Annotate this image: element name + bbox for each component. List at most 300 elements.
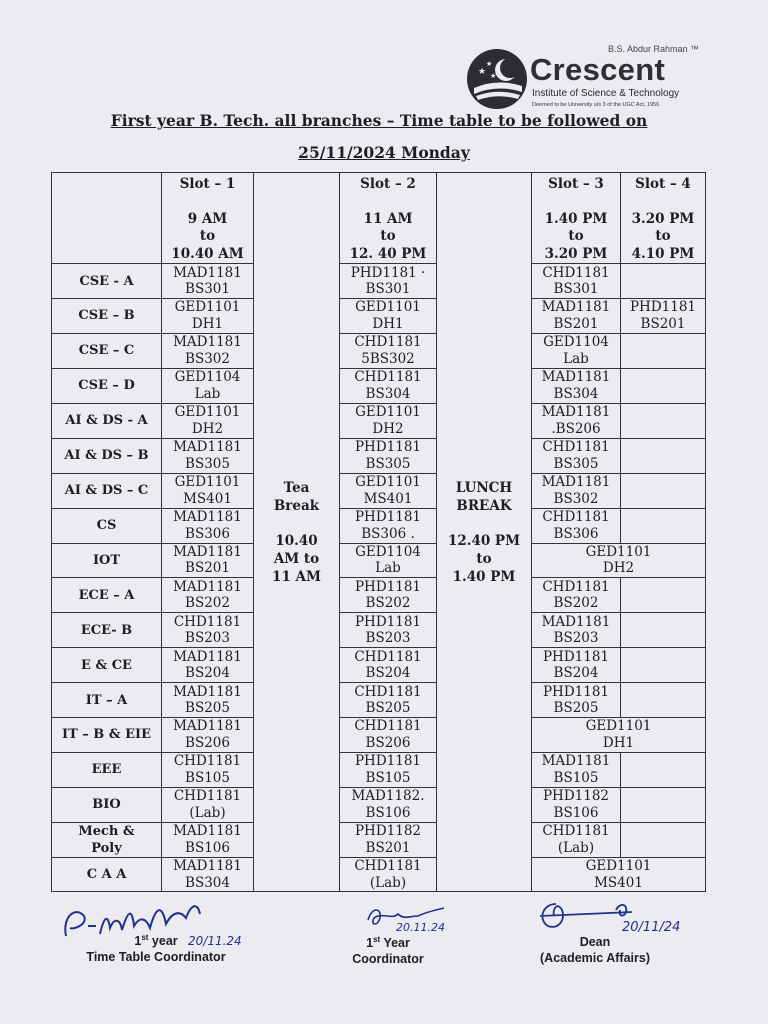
slot2-line: BS201: [365, 839, 411, 856]
slot2-cell: [340, 508, 437, 543]
slot1-line: Lab: [194, 385, 221, 402]
slot1-cell: [162, 438, 254, 473]
slot1-cell: [162, 508, 254, 543]
lunch-break-line: 12.40 PM: [447, 532, 521, 549]
table-row: [52, 578, 706, 613]
slot2-cell: [340, 718, 437, 753]
signature-first-year-coordinator: [318, 932, 458, 967]
slot1-line: MAD1181: [173, 683, 242, 700]
slot1-line: BS304: [185, 874, 230, 891]
slot1-line: BS306: [185, 525, 230, 542]
slot4-time-line: 4.10 PM: [631, 245, 695, 262]
slot3-line: CHD1181: [542, 439, 610, 456]
table-row: [52, 543, 706, 578]
slot2-line: GED1104: [355, 543, 421, 560]
signature-middle-date: 20.11.24: [396, 921, 445, 934]
slot2-line: CHD1181: [354, 648, 422, 665]
header-slot3: [532, 173, 621, 264]
slot3-cell: [532, 333, 621, 368]
slot2-cell: [340, 752, 437, 787]
slot4-cell: [621, 368, 706, 403]
document-date: 25/11/2024 Monday: [298, 143, 470, 162]
lunch-break-line: to: [476, 550, 492, 567]
branch-line: C A A: [86, 867, 127, 883]
slot2-line: BS203: [365, 630, 411, 647]
slot1-line: BS301: [185, 281, 230, 297]
slot3-cell: [532, 787, 621, 822]
slot4-line: [621, 753, 705, 770]
slot2-line: CHD1181: [354, 334, 422, 351]
slot4-cell: [621, 822, 706, 857]
slot4-cell: [621, 508, 706, 543]
signature-time-table-coordinator: [66, 930, 246, 965]
slot4-cell: [621, 683, 706, 718]
header-corner-cell: [52, 173, 162, 264]
slot1-line: (Lab): [189, 804, 226, 821]
slot3-line: MAD1181: [541, 369, 611, 386]
slot4-cell: [621, 578, 706, 613]
lunch-break-line: [437, 515, 531, 532]
slot2-line: Lab: [375, 560, 401, 577]
slot3-cell: [532, 683, 621, 718]
slot4-line: [621, 805, 705, 822]
slot3-line: Lab: [563, 350, 589, 367]
slot4-line: [621, 351, 705, 368]
slot4-line: BS201: [640, 315, 686, 332]
slot1-line: MAD1181: [173, 334, 242, 351]
slot2-cell: [340, 578, 437, 613]
slot3-line: CHD1181: [542, 509, 610, 526]
slot1-line: MAD1181: [173, 264, 242, 281]
slot1-line: BS201: [185, 560, 230, 577]
slot4-line: [621, 404, 705, 421]
branch-line: ECE – A: [78, 587, 135, 603]
slot2-cell: [340, 403, 437, 438]
slot3-line: MAD1181: [541, 474, 611, 491]
slot1-cell: [162, 822, 254, 857]
slot1-line: MAD1181: [173, 648, 242, 665]
slot2-time-line: to: [380, 228, 396, 244]
slot1-cell: [162, 718, 254, 753]
branch-line: AI & DS – B: [64, 448, 149, 464]
branch-line: CSE - A: [79, 273, 134, 289]
svg-text:★: ★: [490, 72, 497, 80]
slot2-line: CHD1181: [354, 369, 422, 386]
slot3-cell: [532, 299, 621, 334]
slot4-line: [621, 683, 705, 700]
slot1-line: DH1: [191, 315, 224, 332]
branch-cell: [52, 368, 162, 403]
table-row: [52, 508, 706, 543]
slot2-line: MS401: [363, 490, 413, 507]
slot3-line: MAD1181: [541, 404, 611, 421]
slot2-line: BS204: [365, 665, 411, 682]
document-title: First year B. Tech. all branches – Time table to be followed on: [110, 111, 648, 130]
slot1-cell: [162, 787, 254, 822]
branch-line: CSE – D: [78, 378, 135, 394]
signature-right-role: (Academic Affairs): [540, 951, 650, 965]
slot3-line: BS301: [553, 281, 599, 297]
slot2-cell: [340, 473, 437, 508]
tea-break-line: Tea: [283, 479, 310, 496]
logo-deemed-text: Deemed to be University u/s 3 of the UGC Act, 1956: [532, 102, 660, 108]
slot2-cell: [340, 333, 437, 368]
slot3-cell: [532, 368, 621, 403]
slot3-line: BS106: [553, 804, 599, 821]
branch-cell: [52, 613, 162, 648]
tea-break-line: Break: [273, 497, 320, 514]
signature-right-line1: Dean: [579, 935, 611, 949]
slot3-line: PHD1181: [542, 683, 610, 700]
table-row: [52, 473, 706, 508]
branch-line: E & CE: [81, 657, 132, 673]
slot2-time-line: 11 AM: [363, 210, 413, 227]
branch-cell: [52, 857, 162, 892]
slot3-line: CHD1181: [542, 578, 610, 595]
slot2-line: DH2: [372, 420, 404, 437]
slot1-line: MAD1181: [173, 718, 242, 735]
logo-name: Crescent: [530, 52, 666, 87]
slot3-line: BS304: [553, 385, 599, 402]
slot1-cell: [162, 578, 254, 613]
slot1-line: GED1101: [174, 299, 241, 316]
slot3-line: GED1104: [543, 334, 609, 351]
table-row: [52, 613, 706, 648]
slot3-4-merged-cell: [532, 718, 706, 753]
slot3-4-line: GED1101: [585, 858, 652, 875]
slot2-line: BS202: [365, 595, 411, 612]
slot1-time-line: to: [199, 228, 216, 244]
header-slot2: [340, 173, 437, 264]
slot3-4-merged-cell: [532, 857, 706, 892]
slot1-line: DH2: [191, 420, 224, 437]
header-row: [52, 173, 706, 264]
signature-left-role: Time Table Coordinator: [86, 950, 226, 965]
tea-break-line: 11 AM: [272, 568, 321, 585]
branch-line: CS: [96, 518, 117, 534]
branch-cell: [52, 648, 162, 683]
slot1-cell: [162, 299, 254, 334]
slot1-line: GED1101: [174, 404, 241, 421]
lunch-break-cell: [437, 173, 532, 892]
slot1-line: MAD1181: [173, 439, 242, 456]
tea-break-cell: [254, 173, 340, 892]
branch-cell: [52, 578, 162, 613]
slot3-time-line: 3.20 PM: [544, 245, 608, 262]
header-slot1: [162, 173, 254, 264]
slot2-name: Slot – 2: [360, 176, 416, 192]
svg-text:★: ★: [486, 60, 493, 68]
timetable: [51, 172, 706, 892]
slot1-line: MS401: [183, 490, 232, 507]
slot2-line: BS105: [365, 769, 411, 786]
slot4-line: [621, 613, 705, 630]
slot1-cell: [162, 648, 254, 683]
slot2-line: CHD1181: [354, 718, 422, 735]
slot3-4-line: GED1101: [585, 543, 652, 560]
slot2-cell: [340, 543, 437, 578]
slot4-time-line: 3.20 PM: [631, 210, 695, 227]
slot4-line: [621, 665, 705, 682]
branch-cell: [52, 299, 162, 334]
branch-line: EEE: [91, 762, 122, 778]
slot3-line: BS205: [553, 700, 599, 717]
slot1-line: BS202: [185, 595, 230, 612]
slot2-cell: [340, 299, 437, 334]
slot3-line: (Lab): [557, 839, 595, 856]
slot4-line: [621, 491, 705, 508]
slot2-line: PHD1181: [354, 578, 422, 595]
slot4-line: [621, 578, 705, 595]
branch-line: IT – B & EIE: [62, 727, 151, 743]
slot2-line: PHD1181 ·: [350, 264, 426, 281]
header-slot4: [621, 173, 706, 264]
slot3-line: BS202: [553, 595, 599, 612]
slot1-line: BS204: [185, 665, 230, 682]
slot1-line: MAD1181: [173, 509, 242, 526]
slot3-name: Slot – 3: [548, 176, 604, 192]
slot3-cell: [532, 578, 621, 613]
slot2-cell: [340, 613, 437, 648]
branch-cell: [52, 683, 162, 718]
slot1-line: CHD1181: [173, 753, 242, 770]
slot3-4-line: MS401: [594, 874, 643, 891]
branch-line: CSE – B: [78, 308, 135, 324]
slot3-cell: [532, 648, 621, 683]
logo-subtitle: Institute of Science & Technology: [532, 88, 680, 99]
slot3-line: MAD1181: [541, 299, 611, 316]
slot1-line: MAD1181: [173, 858, 242, 875]
slot2-line: BS206: [365, 734, 411, 751]
slot3-time-line: to: [568, 228, 584, 244]
branch-line: AI & DS – C: [64, 483, 149, 499]
branch-cell: [52, 752, 162, 787]
table-row: [52, 718, 706, 753]
slot4-line: [621, 281, 705, 298]
branch-cell: [52, 543, 162, 578]
slot2-cell: [340, 648, 437, 683]
slot2-cell: [340, 368, 437, 403]
slot1-cell: [162, 543, 254, 578]
slot2-time-line: 12. 40 PM: [349, 245, 427, 262]
slot3-line: BS306: [553, 525, 599, 542]
branch-cell: [52, 403, 162, 438]
tea-break-line: [254, 515, 339, 532]
slot1-line: MAD1181: [173, 578, 242, 595]
slot4-time-line: to: [655, 228, 671, 244]
slot4-cell: [621, 648, 706, 683]
slot4-line: [621, 823, 705, 840]
slot4-line: [621, 369, 705, 386]
slot2-line: PHD1182: [354, 823, 422, 840]
slot4-cell: [621, 473, 706, 508]
tea-break-line: 10.40: [275, 532, 318, 549]
slot1-line: BS206: [185, 734, 230, 751]
svg-text:★: ★: [478, 67, 487, 77]
branch-cell: [52, 333, 162, 368]
slot2-line: BS304: [365, 385, 411, 402]
slot4-line: [621, 526, 705, 543]
branch-line: Mech &: [78, 823, 135, 839]
slot2-line: CHD1181: [354, 683, 422, 700]
slot4-line: [621, 840, 705, 857]
slot2-cell: [340, 264, 437, 299]
branch-cell: [52, 718, 162, 753]
slot4-line: [621, 630, 705, 647]
table-row: [52, 264, 706, 299]
slot4-cell: [621, 438, 706, 473]
slot2-line: GED1101: [355, 404, 421, 421]
branch-cell: [52, 473, 162, 508]
slot2-cell: [340, 822, 437, 857]
slot4-cell: [621, 264, 706, 299]
slot2-line: BS301: [365, 281, 411, 297]
branch-cell: [52, 264, 162, 299]
branch-line: AI & DS - A: [65, 413, 148, 429]
branch-line: Poly: [91, 840, 122, 856]
branch-line: ECE- B: [80, 622, 133, 638]
slot3-cell: [532, 264, 621, 299]
slot4-line: [621, 648, 705, 665]
slot1-line: CHD1181: [173, 788, 242, 805]
slot2-line: GED1101: [355, 474, 421, 491]
slot2-line: BS106: [365, 804, 411, 821]
slot4-line: [621, 421, 705, 438]
signature-right-date: 20/11/24: [622, 920, 681, 935]
slot4-cell: [621, 333, 706, 368]
table-row: [52, 438, 706, 473]
branch-line: BIO: [92, 797, 121, 813]
slot1-time-line: 9 AM: [187, 210, 228, 227]
branch-line: IOT: [92, 552, 121, 568]
signature-left-line1: 1st year: [134, 933, 178, 949]
slot2-line: CHD1181: [354, 858, 422, 875]
table-row: [52, 299, 706, 334]
lunch-break-line: BREAK: [456, 497, 512, 514]
branch-line: CSE – C: [78, 343, 135, 359]
slot4-cell: [621, 787, 706, 822]
slot3-line: MAD1181: [541, 753, 611, 770]
slot4-line: [621, 770, 705, 787]
table-row: [52, 368, 706, 403]
slot3-cell: [532, 473, 621, 508]
slot3-line: CHD1181: [542, 264, 610, 281]
slot3-line: BS201: [553, 315, 599, 332]
slot2-line: BS306 .: [361, 525, 415, 542]
slot1-line: BS302: [185, 350, 230, 367]
slot1-cell: [162, 403, 254, 438]
table-row: [52, 787, 706, 822]
slot1-line: BS105: [185, 769, 230, 786]
slot3-line: BS302: [553, 490, 599, 507]
slot4-line: [621, 334, 705, 351]
slot1-cell: [162, 683, 254, 718]
slot2-line: BS305: [365, 455, 411, 472]
slot3-line: MAD1181: [541, 613, 611, 630]
slot3-line: PHD1182: [542, 788, 610, 805]
slot2-line: DH1: [372, 315, 404, 332]
slot1-time-line: 10.40 AM: [171, 245, 244, 262]
slot4-cell: [621, 752, 706, 787]
slot1-cell: [162, 473, 254, 508]
slot3-4-line: GED1101: [585, 718, 652, 735]
slot4-line: [621, 509, 705, 526]
slot2-cell: [340, 787, 437, 822]
slot2-line: MAD1182.: [351, 788, 425, 805]
slot4-line: [621, 595, 705, 612]
slot4-cell: [621, 403, 706, 438]
crescent-logo-icon: [466, 48, 528, 110]
slot1-line: CHD1181: [173, 613, 242, 630]
slot4-line: [621, 788, 705, 805]
slot4-line: [621, 700, 705, 717]
slot3-line: BS204: [553, 665, 599, 682]
slot3-cell: [532, 508, 621, 543]
lunch-break-line: 1.40 PM: [452, 568, 516, 585]
slot2-line: (Lab): [369, 874, 407, 891]
slot1-line: BS106: [185, 839, 230, 856]
tea-break-line: AM to: [273, 550, 320, 567]
signature-left-date: 20/11.24: [188, 934, 242, 948]
table-row: [52, 857, 706, 892]
slot3-line: .BS206: [551, 420, 601, 437]
slot1-cell: [162, 368, 254, 403]
table-row: [52, 648, 706, 683]
table-row: [52, 822, 706, 857]
slot1-line: GED1104: [174, 369, 241, 386]
slot1-line: MAD1181: [173, 543, 242, 560]
slot4-line: PHD1181: [629, 299, 697, 316]
slot4-line: [621, 386, 705, 403]
slot3-line: PHD1181: [542, 648, 610, 665]
slot4-name: Slot – 4: [635, 176, 691, 192]
slot1-line: MAD1181: [173, 823, 242, 840]
branch-cell: [52, 508, 162, 543]
slot1-cell: [162, 613, 254, 648]
slot4-cell: [621, 613, 706, 648]
slot4-line: [621, 439, 705, 456]
slot4-cell: [621, 299, 706, 334]
slot2-line: 5BS302: [361, 350, 415, 367]
slot4-line: [621, 474, 705, 491]
slot3-time-line: 1.40 PM: [544, 210, 608, 227]
signature-middle-line1: 1st Year: [366, 935, 410, 951]
slot1-line: BS205: [185, 700, 230, 717]
slot1-cell: [162, 333, 254, 368]
logo-tagline: B.S. Abdur Rahman ™: [608, 44, 700, 54]
signature-dean: [520, 934, 670, 966]
slot2-line: PHD1181: [354, 439, 422, 456]
branch-cell: [52, 438, 162, 473]
slot3-cell: [532, 403, 621, 438]
slot2-cell: [340, 438, 437, 473]
slot1-line: BS305: [185, 455, 230, 472]
slot2-line: PHD1181: [354, 509, 422, 526]
branch-line: IT – A: [85, 692, 128, 708]
branch-cell: [52, 822, 162, 857]
table-row: [52, 683, 706, 718]
slot3-4-line: DH2: [602, 560, 635, 577]
slot1-line: GED1101: [174, 474, 241, 491]
slot1-name: Slot – 1: [179, 176, 236, 192]
slot3-4-line: DH1: [602, 734, 635, 751]
slot1-line: BS203: [185, 630, 230, 647]
slot3-cell: [532, 752, 621, 787]
slot1-cell: [162, 752, 254, 787]
slot3-4-merged-cell: [532, 543, 706, 578]
table-row: [52, 403, 706, 438]
slot2-line: GED1101: [355, 299, 421, 316]
